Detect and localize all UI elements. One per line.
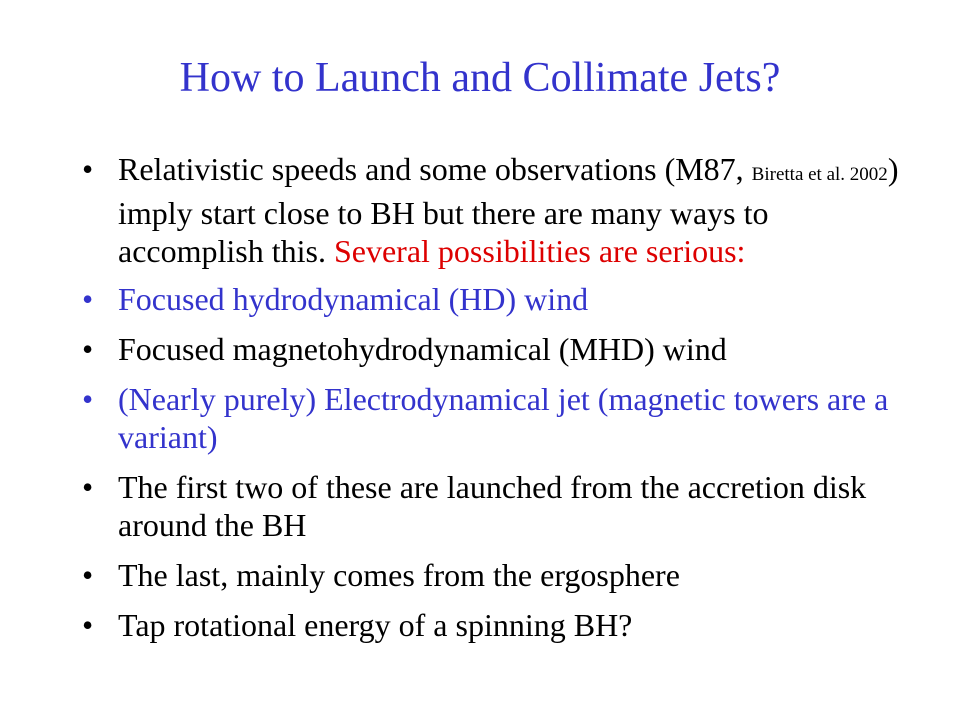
bullet-marker: • — [82, 381, 94, 417]
highlight-text: Several possibilities are serious: — [333, 233, 746, 269]
bullet-marker: • — [82, 469, 94, 505]
bullet-text: Tap rotational energy of a spinning BH? — [118, 607, 633, 643]
bullet-text: (Nearly purely) Electrodynamical jet (magnetic towers are a variant) — [118, 381, 889, 455]
bullet-item-electrodynamical-jet — [78, 380, 908, 456]
bullet-item-hd-wind — [78, 280, 908, 318]
bullet-marker: • — [82, 151, 94, 187]
bullet-marker: • — [82, 281, 94, 317]
bullet-list — [78, 150, 908, 656]
bullet-text-continued: ) imply start close to BH but there are many ways to accomplish this. — [118, 151, 899, 269]
slide-title: How to Launch and Collimate Jets? — [179, 55, 781, 101]
bullet-marker: • — [82, 607, 94, 643]
bullet-item-ergosphere — [78, 556, 908, 594]
bullet-text: The last, mainly comes from the ergosphere — [118, 557, 680, 593]
bullet-text: Focused magnetohydrodynamical (MHD) wind — [118, 331, 727, 367]
bullet-item-observations — [78, 150, 908, 270]
bullet-marker: • — [82, 331, 94, 367]
bullet-marker: • — [82, 557, 94, 593]
bullet-text: The first two of these are launched from the accretion disk around the BH — [118, 469, 867, 543]
bullet-text: Relativistic speeds and some observations (M87, — [118, 151, 752, 187]
bullet-item-mhd-wind — [78, 330, 908, 368]
bullet-text: Focused hydrodynamical (HD) wind — [118, 281, 589, 317]
bullet-item-rotational-energy — [78, 606, 908, 644]
bullet-item-accretion-disk — [78, 468, 908, 544]
citation: Biretta et al. 2002 — [751, 164, 888, 185]
